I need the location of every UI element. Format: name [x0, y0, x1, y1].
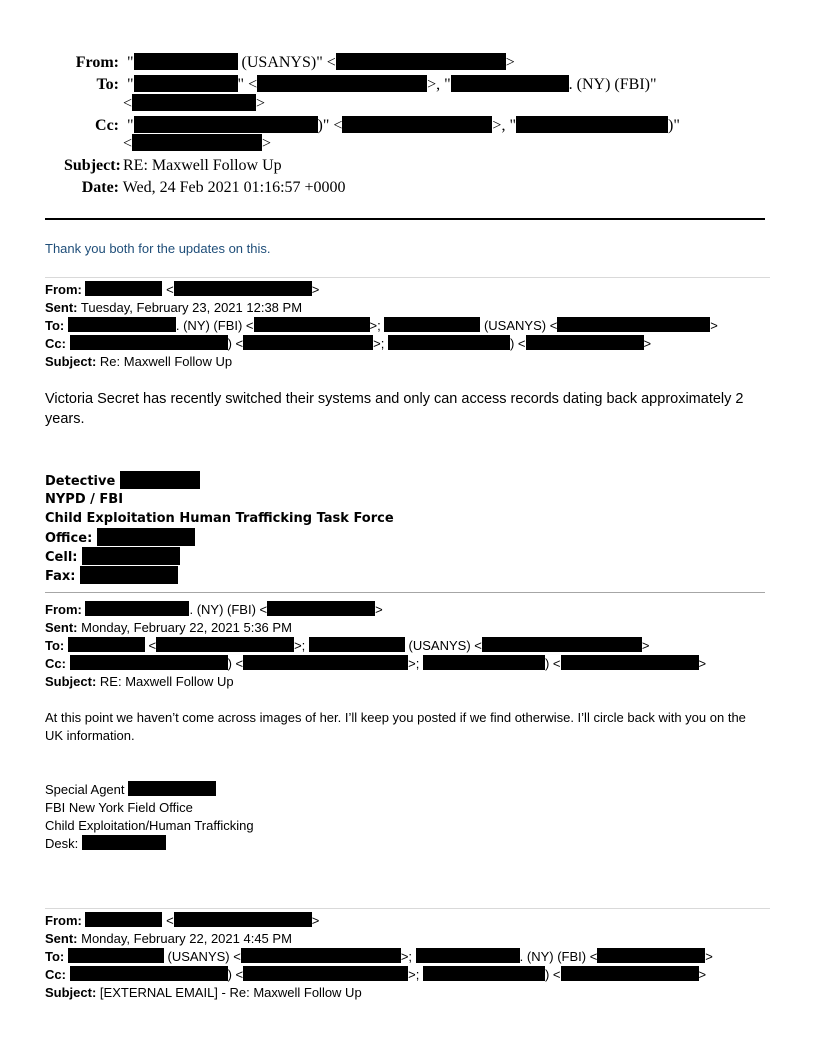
signature-title: Detective	[45, 474, 116, 489]
date-text: Wed, 24 Feb 2021 01:16:57 +0000	[122, 179, 346, 196]
redaction	[132, 134, 262, 151]
header-date-row	[64, 178, 346, 198]
fax-label: Fax:	[45, 569, 76, 584]
redaction	[156, 637, 294, 652]
email2-body: At this point we haven’t come across images of her. I’ll keep you posted if we find otherwise. I’ll circle back with you on the UK information.	[45, 710, 746, 743]
redaction	[70, 655, 228, 670]
sent-label: Sent:	[45, 620, 78, 635]
to-usanys: (USANYS) <	[167, 949, 241, 964]
sent-label: Sent:	[45, 300, 78, 315]
header-subject-row	[64, 156, 282, 176]
signature-title: Special Agent	[45, 782, 125, 797]
email1-sent-row	[45, 299, 302, 317]
to-nyfbi: . (NY) (FBI) <	[175, 318, 254, 333]
email1-signature-cell	[45, 547, 180, 567]
redaction	[134, 116, 318, 133]
redaction	[128, 781, 216, 796]
redaction	[243, 335, 373, 350]
to-usanys: (USANYS) <	[483, 318, 558, 333]
redaction	[254, 317, 370, 332]
email3-to-row: To: (USANYS) < >; . (NY) (FBI) < >	[45, 949, 713, 964]
email3-subject-row	[45, 984, 362, 1002]
from-label: From:	[45, 913, 82, 928]
email2-signature-title	[45, 781, 216, 799]
email2-signature-office: FBI New York Field Office	[45, 800, 193, 815]
cc-label: Cc:	[45, 967, 66, 982]
to-label: To:	[45, 318, 65, 333]
redaction	[97, 528, 195, 546]
subject-label: Subject:	[45, 674, 97, 689]
redaction	[597, 948, 705, 963]
email3-from-row: From: < >	[45, 913, 320, 928]
redaction	[309, 637, 405, 652]
from-label: From:	[45, 602, 82, 617]
redaction	[80, 566, 178, 584]
from-label: From:	[75, 54, 119, 71]
subject-text: Re: Maxwell Follow Up	[99, 354, 233, 369]
to-label: To:	[45, 949, 65, 964]
subject-label: Subject:	[45, 985, 97, 1000]
redaction	[388, 335, 510, 350]
redaction	[85, 912, 162, 927]
email1-body: Victoria Secret has recently switched their systems and only can access records dating back approximately 2 years.	[45, 391, 744, 427]
redaction	[482, 637, 642, 652]
redaction	[174, 912, 312, 927]
redaction	[561, 966, 699, 981]
reply-text: Thank you both for the updates on this.	[45, 241, 271, 256]
redaction	[342, 116, 492, 133]
redaction	[257, 75, 427, 92]
to-nyfbi: . (NY) (FBI) <	[519, 949, 598, 964]
divider	[45, 277, 770, 278]
header-to-row: To: " " < >, " . (NY) (FBI)"	[64, 75, 657, 95]
divider	[45, 592, 765, 593]
redaction	[134, 53, 238, 70]
redaction	[267, 601, 375, 616]
header-cc-row: Cc: " )" < >, " )"	[64, 116, 680, 136]
email2-subject-row	[45, 673, 234, 691]
office-label: Office:	[45, 531, 93, 546]
header-divider	[45, 218, 765, 220]
subject-text: RE: Maxwell Follow Up	[99, 674, 234, 689]
cc-label: Cc:	[95, 117, 119, 134]
cc-label: Cc:	[45, 336, 66, 351]
email1-from-row: From: < >	[45, 282, 320, 297]
redaction	[561, 655, 699, 670]
sent-text: Monday, February 22, 2021 5:36 PM	[81, 620, 292, 635]
subject-text: RE: Maxwell Follow Up	[123, 157, 282, 174]
email3-sent-row	[45, 930, 292, 948]
email2-from-row: From: . (NY) (FBI) < >	[45, 602, 383, 617]
redaction	[526, 335, 644, 350]
subject-label: Subject:	[45, 354, 97, 369]
email2-to-row: To: < >; (USANYS) < >	[45, 638, 650, 653]
divider	[45, 908, 770, 909]
email1-signature-agency: NYPD / FBI	[45, 492, 124, 507]
desk-label: Desk:	[45, 836, 79, 851]
sent-text: Monday, February 22, 2021 4:45 PM	[81, 931, 292, 946]
redaction	[557, 317, 710, 332]
redaction	[68, 637, 145, 652]
cell-label: Cell:	[45, 550, 78, 565]
email1-signature-title	[45, 471, 200, 491]
cc-label: Cc:	[45, 656, 66, 671]
redaction	[70, 335, 228, 350]
redaction	[174, 281, 312, 296]
redaction	[423, 966, 545, 981]
email2-signature-unit: Child Exploitation/Human Trafficking	[45, 818, 254, 833]
redaction	[134, 75, 238, 92]
header-cc-row-cont: < >	[123, 135, 272, 152]
email1-cc-row: Cc: ) < >; ) < >	[45, 336, 652, 351]
email1-to-row: To: . (NY) (FBI) < >; (USANYS) < >	[45, 318, 718, 333]
redaction	[82, 547, 180, 565]
redaction	[85, 281, 162, 296]
redaction	[68, 948, 164, 963]
to-label: To:	[96, 76, 119, 93]
date-label: Date:	[81, 179, 119, 196]
redaction	[241, 948, 401, 963]
sent-text: Tuesday, February 23, 2021 12:38 PM	[80, 300, 303, 315]
redaction	[243, 655, 408, 670]
redaction	[243, 966, 408, 981]
email2-signature-desk	[45, 835, 166, 853]
from-mid: (USANYS)" <	[241, 54, 336, 71]
to-usanys: (USANYS) <	[408, 638, 482, 653]
redaction	[451, 75, 569, 92]
to-mid: . (NY) (FBI)"	[568, 76, 657, 93]
email1-signature-task-force: Child Exploitation Human Trafficking Task Force	[45, 511, 394, 526]
from-mid: . (NY) (FBI) <	[189, 602, 268, 617]
email3-cc-row: Cc: ) < >; ) < >	[45, 967, 707, 982]
email1-subject-row	[45, 353, 232, 371]
redaction	[120, 471, 200, 489]
to-label: To:	[45, 638, 65, 653]
redaction	[132, 94, 256, 111]
email1-signature-office	[45, 528, 195, 548]
redaction	[384, 317, 480, 332]
sent-label: Sent:	[45, 931, 78, 946]
redaction	[516, 116, 668, 133]
subject-text: [EXTERNAL EMAIL] - Re: Maxwell Follow Up	[99, 985, 362, 1000]
email2-sent-row	[45, 619, 292, 637]
from-label: From:	[45, 282, 82, 297]
header-to-row-cont: < >	[123, 95, 266, 112]
redaction	[416, 948, 520, 963]
redaction	[68, 317, 176, 332]
redaction	[82, 835, 166, 850]
header-from-row: From: " (USANYS)" < >	[64, 53, 515, 73]
email1-signature-fax	[45, 566, 178, 586]
subject-label: Subject:	[64, 157, 121, 174]
redaction	[336, 53, 506, 70]
redaction	[85, 601, 189, 616]
redaction	[423, 655, 545, 670]
redaction	[70, 966, 228, 981]
email2-cc-row: Cc: ) < >; ) < >	[45, 656, 707, 671]
